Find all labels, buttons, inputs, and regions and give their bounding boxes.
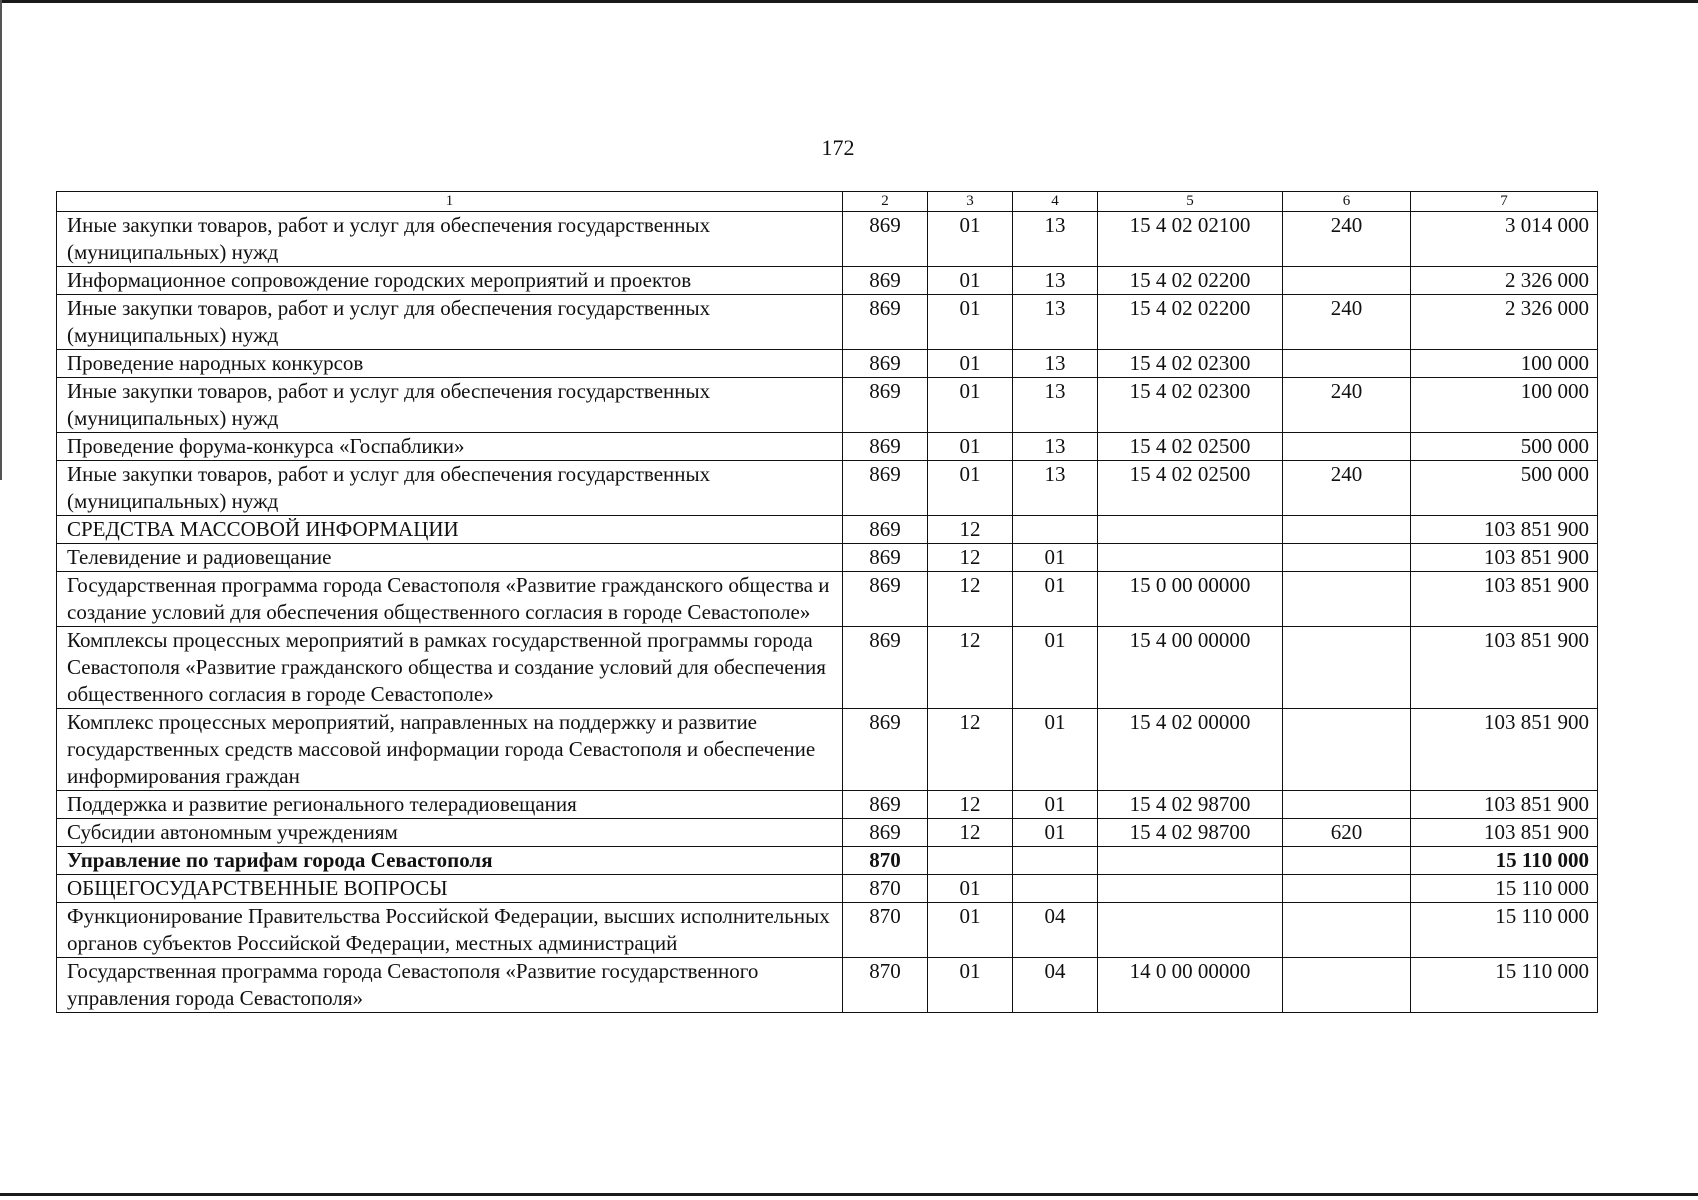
- column-header: 6: [1283, 192, 1411, 212]
- amount-cell: 15 110 000: [1411, 847, 1598, 875]
- table-row: [57, 350, 1598, 378]
- item-name-cell: Поддержка и развитие регионального телерадиовещания: [57, 791, 843, 819]
- item-name-cell: Субсидии автономным учреждениям: [57, 819, 843, 847]
- target-article-cell: 15 4 02 02100: [1098, 212, 1283, 267]
- section-code-cell: 01: [928, 875, 1013, 903]
- table-row: [57, 433, 1598, 461]
- expense-type-cell: [1283, 544, 1411, 572]
- subsection-code-cell: 13: [1013, 378, 1098, 433]
- target-article-cell: 15 0 00 00000: [1098, 572, 1283, 627]
- expense-type-cell: 240: [1283, 212, 1411, 267]
- amount-cell: 500 000: [1411, 433, 1598, 461]
- department-code-cell: 869: [843, 461, 928, 516]
- expense-type-cell: [1283, 958, 1411, 1013]
- item-name-cell: Управление по тарифам города Севастополя: [57, 847, 843, 875]
- expense-type-cell: 240: [1283, 295, 1411, 350]
- subsection-code-cell: 13: [1013, 433, 1098, 461]
- amount-cell: 103 851 900: [1411, 627, 1598, 709]
- table-row: [57, 516, 1598, 544]
- amount-cell: 103 851 900: [1411, 709, 1598, 791]
- expense-type-cell: [1283, 572, 1411, 627]
- section-code-cell: 01: [928, 433, 1013, 461]
- amount-cell: 3 014 000: [1411, 212, 1598, 267]
- item-name-cell: Комплексы процессных мероприятий в рамках государственной программы города Севастополя «Развитие гражданского общества и создание условий для обеспечения общественного согласия в городе Севастополе»: [57, 627, 843, 709]
- item-name-cell: Иные закупки товаров, работ и услуг для обеспечения государственных (муниципальных) нужд: [57, 212, 843, 267]
- section-code-cell: [928, 847, 1013, 875]
- amount-cell: 103 851 900: [1411, 791, 1598, 819]
- section-code-cell: 12: [928, 791, 1013, 819]
- department-code-cell: 869: [843, 709, 928, 791]
- target-article-cell: [1098, 544, 1283, 572]
- target-article-cell: 15 4 02 98700: [1098, 819, 1283, 847]
- subsection-code-cell: 01: [1013, 819, 1098, 847]
- expense-type-cell: [1283, 847, 1411, 875]
- item-name-cell: Государственная программа города Севастополя «Развитие государственного управления города Севастополя»: [57, 958, 843, 1013]
- item-name-cell: Информационное сопровождение городских мероприятий и проектов: [57, 267, 843, 295]
- subsection-code-cell: 01: [1013, 544, 1098, 572]
- table-row: [57, 709, 1598, 791]
- table-row: [57, 461, 1598, 516]
- target-article-cell: [1098, 516, 1283, 544]
- expense-type-cell: 240: [1283, 461, 1411, 516]
- scan-edge-left: [0, 0, 2, 480]
- expense-type-cell: 240: [1283, 378, 1411, 433]
- target-article-cell: 15 4 00 00000: [1098, 627, 1283, 709]
- expense-type-cell: [1283, 516, 1411, 544]
- table-row: [57, 875, 1598, 903]
- target-article-cell: 15 4 02 02500: [1098, 461, 1283, 516]
- amount-cell: 15 110 000: [1411, 875, 1598, 903]
- table-row: [57, 295, 1598, 350]
- item-name-cell: Функционирование Правительства Российской Федерации, высших исполнительных органов субъектов Российской Федерации, местных администраций: [57, 903, 843, 958]
- item-name-cell: Комплекс процессных мероприятий, направленных на поддержку и развитие государственных средств массовой информации города Севастополя и обеспечение информирования граждан: [57, 709, 843, 791]
- target-article-cell: 15 4 02 02300: [1098, 350, 1283, 378]
- section-code-cell: 01: [928, 958, 1013, 1013]
- amount-cell: 103 851 900: [1411, 544, 1598, 572]
- column-header: 1: [57, 192, 843, 212]
- section-code-cell: 01: [928, 267, 1013, 295]
- subsection-code-cell: 04: [1013, 958, 1098, 1013]
- table-row: [57, 903, 1598, 958]
- section-code-cell: 01: [928, 461, 1013, 516]
- subsection-code-cell: 13: [1013, 461, 1098, 516]
- department-code-cell: 869: [843, 350, 928, 378]
- department-code-cell: 870: [843, 847, 928, 875]
- column-header: 3: [928, 192, 1013, 212]
- section-code-cell: 01: [928, 212, 1013, 267]
- column-header: 4: [1013, 192, 1098, 212]
- subsection-code-cell: 01: [1013, 627, 1098, 709]
- department-code-cell: 869: [843, 544, 928, 572]
- expense-type-cell: [1283, 791, 1411, 819]
- expense-type-cell: [1283, 875, 1411, 903]
- item-name-cell: Иные закупки товаров, работ и услуг для обеспечения государственных (муниципальных) нужд: [57, 295, 843, 350]
- department-code-cell: 869: [843, 212, 928, 267]
- amount-cell: 103 851 900: [1411, 516, 1598, 544]
- department-code-cell: 869: [843, 267, 928, 295]
- amount-cell: 500 000: [1411, 461, 1598, 516]
- expense-type-cell: [1283, 903, 1411, 958]
- target-article-cell: 15 4 02 00000: [1098, 709, 1283, 791]
- department-code-cell: 870: [843, 958, 928, 1013]
- item-name-cell: СРЕДСТВА МАССОВОЙ ИНФОРМАЦИИ: [57, 516, 843, 544]
- page-number: 172: [821, 135, 855, 160]
- subsection-code-cell: [1013, 516, 1098, 544]
- section-code-cell: 01: [928, 350, 1013, 378]
- target-article-cell: [1098, 903, 1283, 958]
- subsection-code-cell: 01: [1013, 791, 1098, 819]
- amount-cell: 15 110 000: [1411, 958, 1598, 1013]
- expense-type-cell: [1283, 433, 1411, 461]
- table-row: [57, 378, 1598, 433]
- section-code-cell: 12: [928, 544, 1013, 572]
- subsection-code-cell: 13: [1013, 267, 1098, 295]
- table-row: [57, 791, 1598, 819]
- section-code-cell: 01: [928, 295, 1013, 350]
- expense-type-cell: 620: [1283, 819, 1411, 847]
- section-code-cell: 12: [928, 627, 1013, 709]
- target-article-cell: [1098, 847, 1283, 875]
- section-code-cell: 12: [928, 516, 1013, 544]
- table-body: [57, 212, 1598, 1013]
- department-code-cell: 869: [843, 295, 928, 350]
- department-code-cell: 870: [843, 875, 928, 903]
- expense-type-cell: [1283, 627, 1411, 709]
- target-article-cell: 15 4 02 02200: [1098, 267, 1283, 295]
- target-article-cell: 15 4 02 02200: [1098, 295, 1283, 350]
- subsection-code-cell: 13: [1013, 350, 1098, 378]
- amount-cell: 103 851 900: [1411, 819, 1598, 847]
- target-article-cell: [1098, 875, 1283, 903]
- amount-cell: 2 326 000: [1411, 267, 1598, 295]
- department-code-cell: 869: [843, 378, 928, 433]
- column-header: 2: [843, 192, 928, 212]
- subsection-code-cell: 01: [1013, 572, 1098, 627]
- table-row: [57, 212, 1598, 267]
- section-code-cell: 12: [928, 572, 1013, 627]
- section-code-cell: 12: [928, 709, 1013, 791]
- amount-cell: 100 000: [1411, 378, 1598, 433]
- target-article-cell: 15 4 02 02300: [1098, 378, 1283, 433]
- target-article-cell: 15 4 02 98700: [1098, 791, 1283, 819]
- subsection-code-cell: [1013, 847, 1098, 875]
- section-code-cell: 12: [928, 819, 1013, 847]
- section-code-cell: 01: [928, 903, 1013, 958]
- item-name-cell: Проведение народных конкурсов: [57, 350, 843, 378]
- table-row: [57, 267, 1598, 295]
- column-header: 7: [1411, 192, 1598, 212]
- table-row: [57, 627, 1598, 709]
- subsection-code-cell: 01: [1013, 709, 1098, 791]
- column-header: 5: [1098, 192, 1283, 212]
- item-name-cell: ОБЩЕГОСУДАРСТВЕННЫЕ ВОПРОСЫ: [57, 875, 843, 903]
- item-name-cell: Иные закупки товаров, работ и услуг для обеспечения государственных (муниципальных) нужд: [57, 378, 843, 433]
- item-name-cell: Иные закупки товаров, работ и услуг для обеспечения государственных (муниципальных) нужд: [57, 461, 843, 516]
- department-code-cell: 869: [843, 516, 928, 544]
- table-row: [57, 572, 1598, 627]
- item-name-cell: Телевидение и радиовещание: [57, 544, 843, 572]
- column-number-row: [57, 192, 1598, 212]
- target-article-cell: 14 0 00 00000: [1098, 958, 1283, 1013]
- item-name-cell: Государственная программа города Севастополя «Развитие гражданского общества и создание условий для обеспечения общественного согласия в городе Севастополе»: [57, 572, 843, 627]
- table-row: [57, 958, 1598, 1013]
- subsection-code-cell: [1013, 875, 1098, 903]
- subsection-code-cell: 04: [1013, 903, 1098, 958]
- amount-cell: 2 326 000: [1411, 295, 1598, 350]
- target-article-cell: 15 4 02 02500: [1098, 433, 1283, 461]
- scan-edge-bottom: [0, 1193, 1698, 1196]
- table-row: [57, 544, 1598, 572]
- amount-cell: 103 851 900: [1411, 572, 1598, 627]
- subsection-code-cell: 13: [1013, 212, 1098, 267]
- amount-cell: 100 000: [1411, 350, 1598, 378]
- department-code-cell: 870: [843, 903, 928, 958]
- section-code-cell: 01: [928, 378, 1013, 433]
- expense-type-cell: [1283, 709, 1411, 791]
- table-row: [57, 847, 1598, 875]
- expense-type-cell: [1283, 267, 1411, 295]
- expense-type-cell: [1283, 350, 1411, 378]
- department-code-cell: 869: [843, 791, 928, 819]
- department-code-cell: 869: [843, 627, 928, 709]
- amount-cell: 15 110 000: [1411, 903, 1598, 958]
- item-name-cell: Проведение форума-конкурса «Госпаблики»: [57, 433, 843, 461]
- scan-edge-top: [0, 0, 1698, 3]
- table-row: [57, 819, 1598, 847]
- budget-table: [56, 191, 1598, 1013]
- subsection-code-cell: 13: [1013, 295, 1098, 350]
- department-code-cell: 869: [843, 433, 928, 461]
- department-code-cell: 869: [843, 572, 928, 627]
- department-code-cell: 869: [843, 819, 928, 847]
